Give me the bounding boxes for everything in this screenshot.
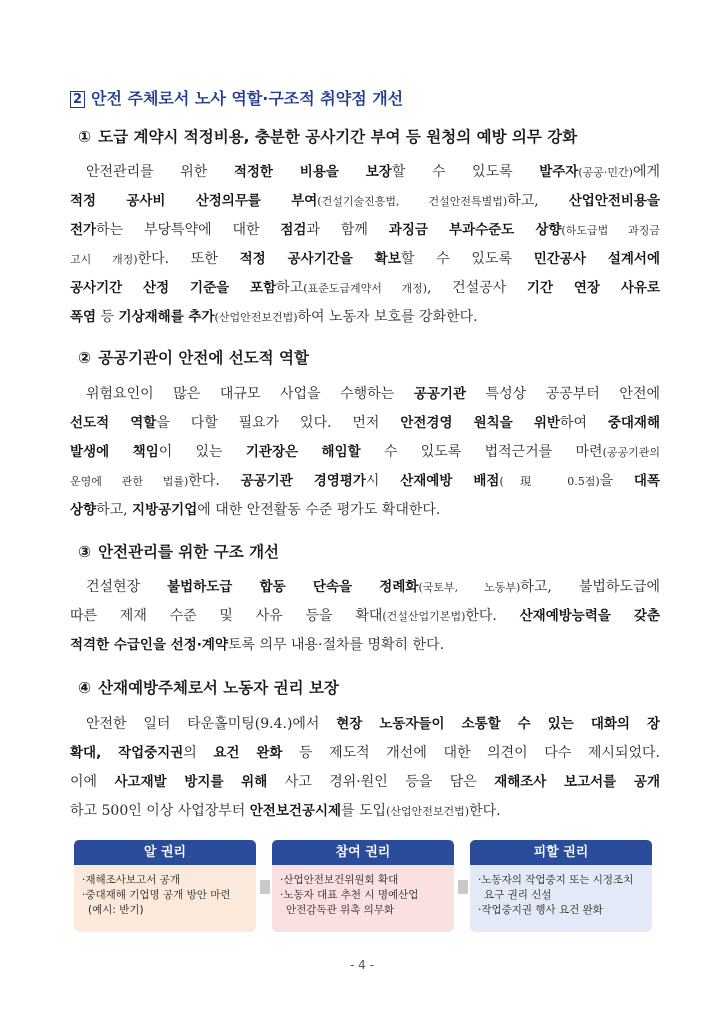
paragraph-line: 따른 제재 수준 및 사유 등을 확대(건설산업기본법)한다. 산재예방능력을 갖춘 <box>70 608 660 624</box>
rights-item: 요구 권리 신설 <box>484 889 552 901</box>
paragraph-4 <box>70 710 660 826</box>
rights-item: ·노동자 대표 추천 시 명예산업 <box>280 889 419 901</box>
rights-box-header: 참여 권리 <box>272 840 454 865</box>
page-number: - 4 - <box>350 958 374 972</box>
rights-item: ·작업중지권 행사 요건 완화 <box>478 904 603 916</box>
paragraph-2 <box>70 380 660 525</box>
connector-arrow <box>260 880 270 894</box>
rights-item: ·산업안전보건위원회 확대 <box>280 874 399 886</box>
subsection-title-3 <box>78 540 279 562</box>
rights-item: (예시: 반기) <box>88 904 144 916</box>
paragraph-line: 건설현장 불법하도급 합동 단속을 정례화(국토부, 노동부)하고, 불법하도급에 <box>86 579 660 595</box>
subsection-title-2 <box>78 346 309 368</box>
paragraph-1 <box>70 158 660 332</box>
rights-box-avoid <box>470 840 652 932</box>
paragraph-line: 안전관리를 위한 적정한 비용을 보장할 수 있도록 발주자(공공·민간)에게 <box>86 164 660 180</box>
subsection-number: ① <box>78 128 92 146</box>
paragraph-line: 상향하고, 지방공기업에 대한 안전활동 수준 평가도 확대한다. <box>70 502 441 518</box>
rights-item: 안전감독관 위촉 의무화 <box>286 904 395 916</box>
subsection-number: ④ <box>78 679 92 697</box>
rights-infographic <box>74 840 654 932</box>
paragraph-line: 전가하는 부당특약에 대한 점검과 함께 과징금 부과수준도 상향(하도급법 과징금 <box>70 222 660 238</box>
paragraph-line: 위험요인이 많은 대규모 사업을 수행하는 공공기관 특성상 공공부터 안전에 <box>86 386 660 402</box>
rights-box-participate <box>272 840 454 932</box>
subsection-title-4 <box>78 676 339 698</box>
paragraph-line: 공사기간 산정 기준을 포함하고(표준도급계약서 개정), 건설공사 기간 연장 사유로 <box>70 280 660 296</box>
section-title <box>70 86 403 109</box>
subsection-title-text: 산재예방주체로서 노동자 권리 보장 <box>98 679 339 697</box>
subsection-title-text: 도급 계약시 적정비용, 충분한 공사기간 부여 등 원청의 예방 의무 강화 <box>98 128 578 146</box>
paragraph-line: 안전한 일터 타운홀미팅(9.4.)에서 현장 노동자들이 소통할 수 있는 대화의 장 <box>86 716 660 732</box>
rights-box-body <box>74 865 256 932</box>
section-number-box: 2 <box>70 91 85 108</box>
paragraph-line: 이에 사고재발 방지를 위해 사고 경위·원인 등을 담은 재해조사 보고서를 공개 <box>70 774 660 790</box>
subsection-number: ③ <box>78 543 92 561</box>
paragraph-line: 확대, 작업중지권의 요건 완화 등 제도적 개선에 대한 의견이 다수 제시되었다. <box>70 745 660 761</box>
paragraph-line: 하고 500인 이상 사업장부터 안전보건공시제를 도입(산업안전보건법)한다. <box>70 803 501 819</box>
rights-box-header: 피할 권리 <box>470 840 652 865</box>
rights-item: ·중대재해 기업명 공개 방안 마련 <box>82 889 231 901</box>
section-title-text: 안전 주체로서 노사 역할·구조적 취약점 개선 <box>91 89 404 108</box>
paragraph-line: 발생에 책임이 있는 기관장은 해임할 수 있도록 법적근거를 마련(공공기관의 <box>70 444 660 460</box>
paragraph-line: 고시 개정)한다. 또한 적정 공사기간을 확보할 수 있도록 민간공사 설계서에 <box>70 251 660 267</box>
subsection-title-text: 안전관리를 위한 구조 개선 <box>98 543 280 561</box>
paragraph-line: 폭염 등 기상재해를 추가(산업안전보건법)하여 노동자 보호를 강화한다. <box>70 309 478 325</box>
subsection-title-1 <box>78 125 577 147</box>
rights-box-header: 알 권리 <box>74 840 256 865</box>
paragraph-line: 선도적 역할을 다할 필요가 있다. 먼저 안전경영 원칙을 위반하여 중대재해 <box>70 415 660 431</box>
paragraph-line: 운영에 관한 법률)한다. 공공기관 경영평가시 산재예방 배점(現 0.5점)을 대폭 <box>70 473 660 489</box>
rights-box-body <box>470 865 652 932</box>
rights-box-body <box>272 865 454 932</box>
paragraph-3 <box>70 573 660 660</box>
subsection-title-text: 공공기관이 안전에 선도적 역할 <box>98 349 309 367</box>
connector-arrow <box>458 880 468 894</box>
rights-item: ·노동자의 작업중지 또는 시정조치 <box>478 874 634 886</box>
paragraph-line: 적격한 수급인을 선정·계약토록 의무 내용·절차를 명확히 한다. <box>70 637 445 653</box>
rights-item: ·재해조사보고서 공개 <box>82 874 180 886</box>
subsection-number: ② <box>78 349 92 367</box>
paragraph-line: 적정 공사비 산정의무를 부여(건설기술진흥법, 건설안전특별법)하고, 산업안전비용을 <box>70 193 660 209</box>
rights-box-know <box>74 840 256 932</box>
